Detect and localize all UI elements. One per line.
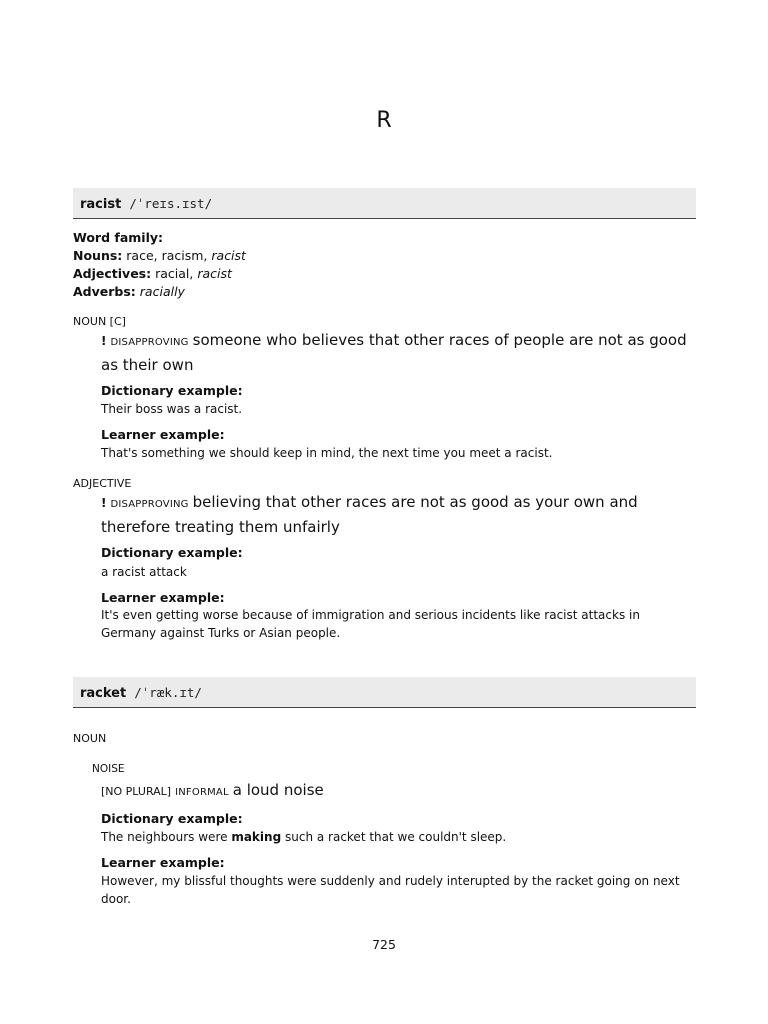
definition: [101, 491, 691, 538]
dictionary-example-label: Dictionary example:: [101, 811, 243, 826]
dictionary-example: a racist attack: [101, 565, 187, 579]
part-of-speech: ADJECTIVE: [73, 477, 132, 490]
page-letter-heading: R: [376, 108, 392, 133]
register-label: INFORMAL: [175, 787, 229, 798]
adjectives-label: Adjectives:: [73, 266, 152, 281]
headword: racket: [80, 686, 127, 701]
nouns-italic: racist: [211, 248, 246, 263]
grammar-label: [NO PLURAL]: [101, 785, 172, 798]
definition-text: believing that other races are not as good as your own and therefore treating them unfairly: [101, 493, 638, 536]
dictionary-example-bold: making: [231, 830, 282, 844]
definition: [101, 779, 691, 804]
learner-example-label: Learner example:: [101, 855, 225, 870]
page-number: 725: [372, 937, 396, 952]
adverbs-italic: racially: [139, 284, 185, 299]
learner-example: It's even getting worse because of immigration and serious incidents like racist attacks in Germany against Turks or Asian people.: [101, 608, 640, 640]
dictionary-example-label: Dictionary example:: [101, 545, 243, 560]
adjectives-italic: racist: [197, 266, 232, 281]
part-of-speech: NOUN [C]: [73, 315, 126, 328]
nouns-label: Nouns:: [73, 248, 123, 263]
headword: racist: [80, 197, 122, 212]
pronunciation: /ˈræk.ɪt/: [134, 685, 202, 700]
adjectives-list: racial,: [155, 266, 194, 281]
definition: [101, 329, 691, 376]
nouns-list: race, racism,: [126, 248, 208, 263]
learner-example: However, my blissful thoughts were suddenly and rudely interupted by the racket going on next door.: [101, 874, 680, 906]
warning-marker: !: [101, 496, 107, 510]
register-label: DISAPPROVING: [110, 499, 189, 510]
dictionary-example: Their boss was a racist.: [101, 402, 243, 416]
word-family-title: Word family:: [73, 230, 164, 245]
learner-example: That's something we should keep in mind, the next time you meet a racist.: [101, 446, 553, 460]
learner-example-label: Learner example:: [101, 427, 225, 442]
definition-text: someone who believes that other races of people are not as good as their own: [101, 331, 687, 374]
definition-text: a loud noise: [232, 781, 324, 799]
dictionary-example-post: such a racket that we couldn't sleep.: [284, 830, 507, 844]
pronunciation: /ˈreɪs.ɪst/: [129, 196, 213, 211]
adverbs-label: Adverbs:: [73, 284, 136, 299]
part-of-speech: NOUN: [73, 732, 107, 745]
register-label: DISAPPROVING: [110, 337, 189, 348]
dictionary-example: [101, 828, 691, 846]
subsense-heading: NOISE: [92, 763, 125, 775]
entry-header-racist: [73, 188, 696, 219]
warning-marker: !: [101, 334, 107, 348]
dictionary-example-pre: The neighbours were: [101, 830, 228, 844]
entry-header-racket: [73, 677, 696, 708]
learner-example-label: Learner example:: [101, 590, 225, 605]
word-family: [73, 229, 696, 301]
dictionary-example-label: Dictionary example:: [101, 383, 243, 398]
